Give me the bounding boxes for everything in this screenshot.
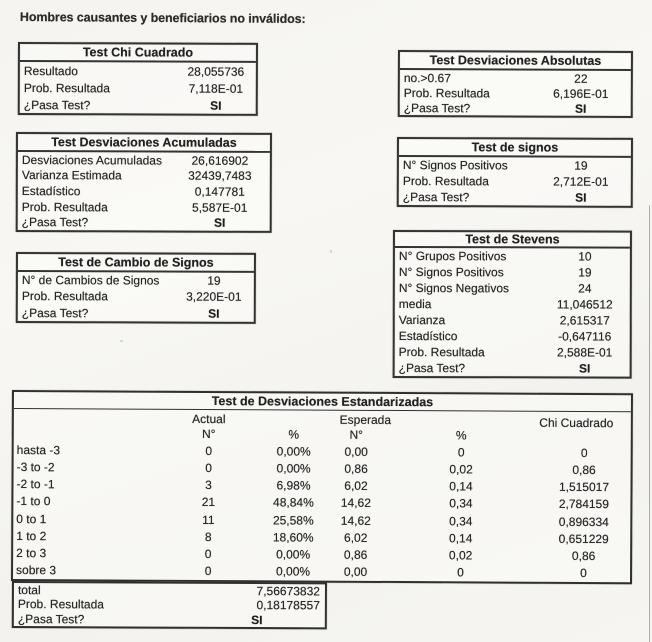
- cell-actual-pct: 0,00%: [276, 461, 311, 476]
- group-header-actual: Actual: [192, 411, 226, 427]
- table-test-desviaciones-estandarizadas: [11, 390, 633, 584]
- row-label: Resultado: [23, 63, 78, 78]
- row-value: 2,615317: [559, 313, 610, 328]
- sub-header-esperada-n: N°: [349, 427, 364, 442]
- row-label: Prob. Resultada: [21, 199, 108, 214]
- table-test-desviaciones-absolutas: [398, 50, 633, 118]
- row-label: Desviaciones Acumuladas: [21, 152, 163, 168]
- sub-header-actual-pct: %: [288, 427, 300, 442]
- table-footer-estandarizadas: [12, 581, 327, 629]
- row-label: Estadístico: [398, 329, 458, 344]
- table-title: Test Desviaciones Acumuladas: [18, 134, 270, 153]
- row-value: 19: [578, 265, 592, 280]
- cell-chi: 0,896334: [558, 514, 609, 529]
- cell-esperada-pct: 0,14: [449, 479, 473, 494]
- cell-chi: 0: [580, 445, 588, 460]
- cell-actual-pct: 0,00%: [276, 444, 311, 459]
- group-header-esperada: Esperada: [339, 412, 392, 427]
- table-title: Test de Desviaciones Estandarizadas: [14, 392, 631, 412]
- row-label: Prob. Resultada: [21, 289, 108, 304]
- row-value: 3,220E-01: [186, 290, 242, 305]
- row-value: 26,616902: [191, 153, 249, 168]
- table-row: [395, 296, 630, 313]
- cell-esperada-pct: 0,14: [449, 531, 473, 546]
- spacer-cell: [14, 426, 154, 442]
- row-label: hasta -3: [16, 442, 61, 457]
- cell-actual-pct: 6,98%: [276, 478, 311, 493]
- row-value-pasa: SI: [213, 215, 226, 230]
- row-value: 7,56673832: [256, 584, 320, 599]
- table-row: [395, 328, 630, 345]
- row-value: 19: [207, 273, 221, 288]
- table-row: [18, 183, 270, 199]
- row-value-pasa: SI: [575, 101, 587, 116]
- table-row: [18, 272, 254, 289]
- row-label: N° Signos Positivos: [398, 265, 504, 280]
- cell-actual-n: 3: [205, 478, 212, 493]
- cell-actual-pct: 0,00%: [276, 547, 311, 562]
- table-row: [20, 62, 256, 80]
- table-test-de-stevens: [393, 230, 632, 379]
- table-row: [399, 157, 631, 174]
- scan-edge-shadow: [649, 205, 651, 642]
- cell-actual-n: 0: [205, 443, 213, 458]
- scan-speck: [330, 250, 332, 253]
- table-test-de-signos: [397, 137, 633, 208]
- table-row: [395, 248, 630, 265]
- row-label: ¿Pasa Test?: [21, 215, 89, 230]
- row-label: -3 to -2: [16, 459, 55, 475]
- row-label: no.>0.67: [403, 70, 451, 85]
- row-label: 2 to 3: [16, 546, 47, 561]
- table-row: [400, 100, 631, 116]
- row-value: 10: [578, 249, 592, 264]
- footer-row-prob: [14, 597, 325, 613]
- cell-actual-n: 21: [201, 495, 216, 510]
- page-title: Hombres causantes y beneficiarios no inválidos:: [19, 10, 306, 26]
- cell-esperada-n: 0,86: [343, 547, 368, 562]
- row-label: 0 to 1: [16, 511, 47, 526]
- row-label: media: [398, 297, 432, 312]
- table-row: [395, 280, 630, 297]
- row-value: 6,196E-01: [553, 86, 609, 101]
- cell-chi: 0,86: [571, 549, 596, 564]
- row-label: ¿Pasa Test?: [403, 100, 471, 115]
- table-test-chi-cuadrado: [18, 42, 258, 116]
- cell-esperada-n: 6,02: [344, 478, 368, 493]
- row-label: 1 to 2: [16, 528, 47, 544]
- cell-esperada-n: 6,02: [344, 530, 368, 545]
- row-label: Varianza: [398, 313, 446, 328]
- table-row: [18, 168, 270, 184]
- row-value-pasa: SI: [208, 306, 220, 321]
- cell-esperada-n: 14,62: [340, 496, 371, 511]
- row-label: Estadístico: [21, 184, 81, 199]
- table-row: [18, 305, 254, 322]
- cell-actual-n: 0: [205, 460, 212, 475]
- table-row: [395, 344, 630, 361]
- footer-row-pasa: [14, 612, 325, 628]
- row-value: 5,587E-01: [192, 200, 248, 215]
- cell-esperada-n: 0,86: [344, 461, 368, 476]
- table-row: [20, 79, 256, 97]
- table-row: [18, 152, 270, 168]
- table-title: Test Desviaciones Absolutas: [400, 52, 631, 71]
- table-row: [395, 360, 630, 377]
- table-row: [400, 70, 631, 86]
- row-label: N° de Cambios de Signos: [21, 273, 160, 288]
- row-value-pasa: SI: [575, 190, 587, 205]
- table-row: [18, 214, 270, 230]
- cell-esperada-pct: 0,02: [448, 548, 473, 563]
- row-label: ¿Pasa Test?: [23, 97, 91, 112]
- table-test-desviaciones-acumuladas: [16, 132, 272, 233]
- row-value-pasa: SI: [210, 98, 222, 113]
- scan-speck: [560, 60, 562, 62]
- row-value: 28,055736: [187, 64, 245, 79]
- row-label: total: [17, 583, 41, 598]
- cell-chi: 0,651229: [558, 531, 609, 547]
- cell-esperada-pct: 0,34: [449, 513, 473, 529]
- row-value: 0,18178557: [256, 598, 320, 613]
- table-title: Test de signos: [399, 139, 631, 158]
- cell-actual-n: 8: [204, 529, 212, 544]
- row-label: ¿Pasa Test?: [17, 611, 85, 627]
- cell-esperada-pct: 0: [457, 565, 464, 580]
- cell-esperada-pct: 0,34: [449, 496, 473, 511]
- cell-actual-pct: 48,84%: [273, 495, 314, 510]
- table-test-cambio-de-signos: [16, 252, 256, 324]
- row-label: ¿Pasa Test?: [398, 361, 466, 376]
- row-value: 22: [574, 71, 588, 86]
- table-row: [400, 85, 631, 101]
- table-row: [18, 288, 254, 305]
- cell-actual-n: 0: [204, 547, 212, 562]
- row-label: -1 to 0: [16, 494, 51, 509]
- table-row: [399, 173, 631, 190]
- cell-actual-pct: 18,60%: [272, 530, 314, 545]
- row-value-pasa: SI: [251, 612, 263, 627]
- cell-esperada-pct: 0: [457, 444, 465, 459]
- row-label: Prob. Resultada: [23, 80, 110, 95]
- cell-chi: 0,86: [572, 462, 596, 477]
- row-value: 2,712E-01: [553, 174, 609, 189]
- cell-actual-pct: 25,58%: [272, 512, 314, 528]
- footer-row-total: [14, 583, 325, 599]
- table-row: [20, 96, 256, 114]
- row-value: 2,588E-01: [556, 345, 613, 360]
- row-label: Prob. Resultada: [398, 345, 485, 360]
- row-label: Prob. Resultada: [402, 174, 489, 189]
- row-value: 11,046512: [556, 297, 613, 312]
- cell-chi: 0: [580, 566, 587, 581]
- row-label: N° Grupos Positivos: [398, 249, 507, 264]
- table-row: [395, 264, 630, 281]
- row-label: ¿Pasa Test?: [402, 190, 470, 205]
- row-value: 0,147781: [194, 184, 245, 199]
- row-label: ¿Pasa Test?: [21, 305, 89, 321]
- table-row: [395, 312, 630, 329]
- row-label: Prob. Resultada: [403, 85, 490, 100]
- table-row: [13, 562, 630, 582]
- row-label: N° Signos Positivos: [402, 158, 508, 173]
- row-value: 24: [578, 281, 592, 296]
- group-header-chi-cuadrado: Chi Cuadrado: [539, 415, 614, 431]
- table-title: Test de Stevens: [395, 232, 630, 249]
- cell-actual-n: 0: [204, 564, 212, 579]
- cell-esperada-n: 14,62: [340, 513, 371, 528]
- row-value: 19: [574, 158, 588, 173]
- sub-header-actual-n: N°: [202, 426, 216, 442]
- table-title: Test de Cambio de Signos: [18, 254, 254, 273]
- sub-header-esperada-pct: %: [455, 428, 467, 443]
- cell-actual-n: 11: [202, 512, 215, 527]
- scan-speck: [120, 340, 123, 342]
- cell-esperada-n: 0,00: [344, 444, 368, 459]
- cell-esperada-pct: 0,02: [449, 462, 473, 477]
- row-value: -0,647116: [558, 329, 612, 344]
- row-value-pasa: SI: [578, 361, 591, 376]
- row-label: Prob. Resultada: [17, 597, 104, 612]
- table-row: [18, 199, 270, 215]
- row-label: N° Signos Negativos: [398, 281, 510, 296]
- cell-actual-pct: 0,00%: [275, 564, 311, 579]
- row-value: 32439,7483: [188, 168, 252, 184]
- table-title: Test Chi Cuadrado: [20, 44, 256, 63]
- cell-chi: 1,515017: [558, 479, 610, 495]
- row-value: 7,118E-01: [188, 81, 244, 96]
- row-label: Varianza Estimada: [21, 168, 122, 183]
- table-row: [399, 189, 631, 206]
- cell-chi: 2,784159: [558, 497, 609, 512]
- cell-esperada-n: 0,00: [343, 565, 368, 580]
- row-label: -2 to -1: [16, 477, 55, 492]
- row-label: sobre 3: [16, 563, 57, 578]
